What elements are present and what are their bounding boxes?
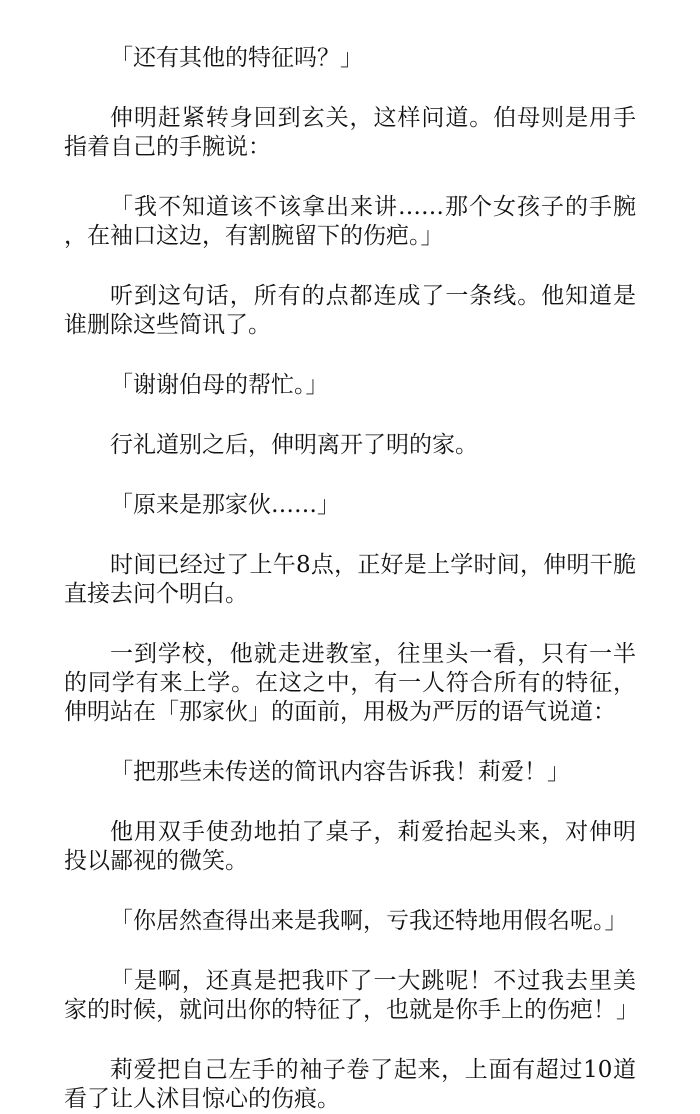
paragraph: 一到学校，他就走进教室，往里头一看，只有一半的同学有来上学。在这之中，有一人符合所有的特征，伸明站在「那家伙」的面前，用极为严厉的语气说道： xyxy=(64,641,636,725)
paragraph: 「你居然查得出来是我啊，亏我还特地用假名呢。」 xyxy=(110,908,628,934)
paragraph: 「是啊，还真是把我吓了一大跳呢！不过我去里美家的时候，就问出你的特征了，也就是你手上的伤疤！」 xyxy=(64,968,639,1023)
paragraph: 时间已经过了上午8点，正好是上学时间，伸明干脆直接去问个明白。 xyxy=(64,552,636,607)
paragraph: 「谢谢伯母的帮忙。」 xyxy=(110,372,329,398)
paragraph: 行礼道别之后，伸明离开了明的家。 xyxy=(110,432,478,458)
paragraph: 「原来是那家伙……」 xyxy=(110,492,340,518)
paragraph: 「把那些未传送的简讯内容告诉我！莉爱！」 xyxy=(110,759,570,785)
paragraph: 伸明赶紧转身回到玄关，这样问道。伯母则是用手指着自己的手腕说： xyxy=(64,105,636,160)
paragraph: 莉爱把自己左手的袖子卷了起来，上面有超过10道看了让人沭目惊心的伤痕。 xyxy=(64,1057,636,1112)
paragraph: 「还有其他的特征吗？」 xyxy=(110,45,363,71)
paragraph: 听到这句话，所有的点都连成了一条线。他知道是谁删除这些简讯了。 xyxy=(64,283,636,338)
paragraph: 「我不知道该不该拿出来讲……那个女孩子的手腕，在袖口这边，有割腕留下的伤疤。」 xyxy=(64,194,636,249)
paragraph: 他用双手使劲地拍了桌子，莉爱抬起头来，对伸明投以鄙视的微笑。 xyxy=(64,819,636,874)
